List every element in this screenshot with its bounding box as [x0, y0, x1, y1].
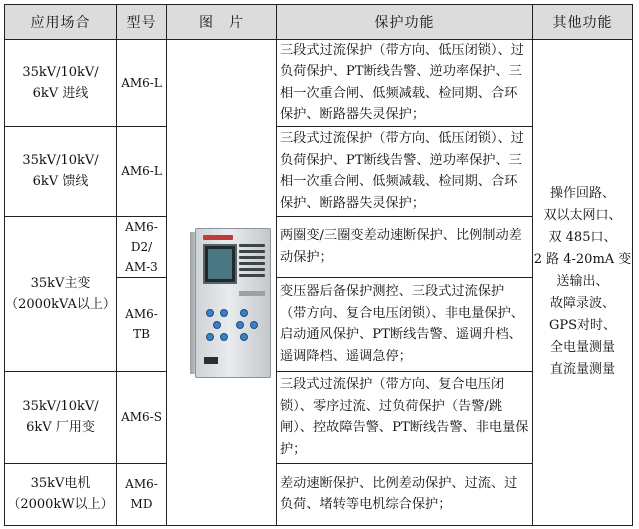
application-cell: 35kV/10kV/ 6kV 厂用变: [5, 371, 117, 463]
other-functions-cell: 操作回路、 双以太网口、 双 485口、 2 路 4-20mA 变 送输出、 故障录波、 GPS对时、 全电量测量 直流量测量: [533, 40, 633, 526]
key-button: [236, 321, 244, 329]
protection-cell: 差动速断保护、比例差动保护、过流、过负荷、堵转等电机综合保护；: [277, 463, 533, 525]
spec-table: [4, 4, 633, 526]
model-cell: AM6-MD: [117, 463, 167, 525]
port: [204, 357, 218, 364]
model-cell: AM6-L: [117, 126, 167, 216]
header-model: 型号: [117, 5, 167, 40]
key-button: [240, 333, 248, 341]
lcd-screen: [203, 244, 237, 284]
indicator-leds: [239, 244, 265, 280]
key-button: [213, 321, 221, 329]
key-button: [240, 309, 248, 317]
application-cell: 35kV主变 （2000kVA以上）: [5, 216, 117, 371]
header-application: 应用场合: [5, 5, 117, 40]
key-button: [250, 321, 258, 329]
header-other: 其他功能: [533, 5, 633, 40]
header-row: [5, 5, 633, 40]
picture-cell: [167, 40, 277, 526]
protection-cell: 两圈变/三圈变差动速断保护、比例制动差动保护；: [277, 216, 533, 277]
key-button: [220, 333, 228, 341]
protection-cell: 变压器后备保护测控、三段式过流保护（带方向、复合电压闭锁）、非电量保护、启动通风保护、PT断线告警、遥调升档、遥调降档、遥调急停；: [277, 277, 533, 371]
protection-cell: 三段式过流保护（带方向、低压闭锁）、过负荷保护、PT断线告警、逆功率保护、三相一次重合闸、低频减载、检同期、合环保护、断路器失灵保护；: [277, 40, 533, 127]
relay-device-picture: [195, 228, 271, 378]
table-row: [5, 40, 633, 127]
model-cell: AM6-TB: [117, 277, 167, 371]
model-cell: AM6-S: [117, 371, 167, 463]
protection-cell: 三段式过流保护（带方向、复合电压闭锁）、零序过流、过负荷保护（告警/跳闸）、控故障告警、PT断线告警、非电量保护；: [277, 371, 533, 463]
key-button: [220, 309, 228, 317]
key-button: [206, 333, 214, 341]
protection-cell: 三段式过流保护（带方向、低压闭锁）、过负荷保护、PT断线告警、逆功率保护、三相一次重合闸、低频减载、检同期、合环保护、断路器失灵保护；: [277, 126, 533, 216]
application-cell: 35kV/10kV/ 6kV 进线: [5, 40, 117, 127]
header-protection: 保护功能: [277, 5, 533, 40]
key-button: [206, 309, 214, 317]
application-cell: 35kV/10kV/ 6kV 馈线: [5, 126, 117, 216]
model-cell: AM6-D2/ AM-3: [117, 216, 167, 277]
application-cell: 35kV电机 （2000kW以上）: [5, 463, 117, 525]
header-picture: 图 片: [167, 5, 277, 40]
model-cell: AM6-L: [117, 40, 167, 127]
brand-logo: [203, 235, 233, 240]
